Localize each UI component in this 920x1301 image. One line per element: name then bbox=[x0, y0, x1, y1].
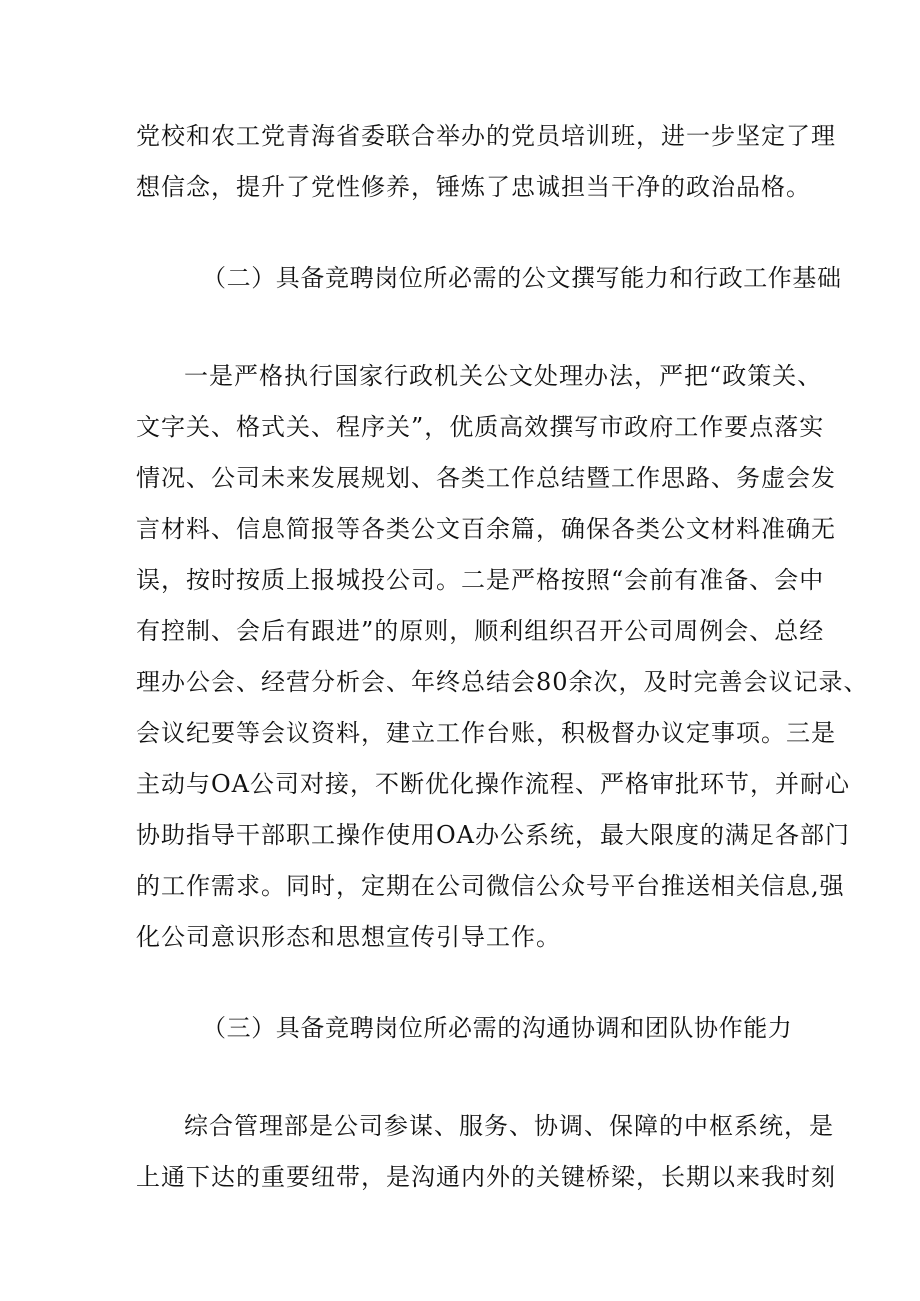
section-heading: （二）具备竞聘岗位所必需的公文撰写能力和行政工作基础 bbox=[202, 264, 842, 292]
paragraph-line: 会议纪要等会议资料，建立工作台账，积极督办议定事项。三是 bbox=[136, 719, 836, 747]
paragraph-line: 文字关、格式关、程序关”，优质高效撰写市政府工作要点落实 bbox=[136, 413, 825, 441]
paragraph-line: 有控制、会后有跟进”的原则，顺利组织召开公司周例会、总经 bbox=[136, 617, 825, 645]
paragraph-line: 想信念，提升了党性修养，锤炼了忠诚担当干净的政治品格。 bbox=[136, 173, 811, 201]
paragraph-line: 言材料、信息简报等各类公文百余篇，确保各类公文材料准确无 bbox=[136, 515, 836, 543]
section-heading: （三）具备竞聘岗位所必需的沟通协调和团队协作能力 bbox=[202, 1014, 793, 1042]
paragraph-line: 理办公会、经营分析会、年终总结会80余次，及时完善会议记录、 bbox=[136, 668, 869, 696]
paragraph-line: 主动与OA公司对接，不断优化操作流程、严格审批环节，并耐心 bbox=[136, 770, 851, 798]
paragraph-line: 一是严格执行国家行政机关公文处理办法，严把“政策关、 bbox=[184, 362, 823, 390]
paragraph-line: 情况、公司未来发展规划、各类工作总结暨工作思路、务虚会发 bbox=[136, 464, 836, 492]
paragraph-line: 综合管理部是公司参谋、服务、协调、保障的中枢系统，是 bbox=[184, 1112, 834, 1140]
paragraph-line: 上通下达的重要纽带，是沟通内外的关键桥梁，长期以来我时刻 bbox=[136, 1163, 836, 1191]
paragraph-line: 党校和农工党青海省委联合举办的党员培训班，进一步坚定了理 bbox=[136, 122, 836, 150]
paragraph-line: 的工作需求。同时，定期在公司微信公众号平台推送相关信息,强 bbox=[136, 872, 845, 900]
paragraph-line: 误，按时按质上报城投公司。二是严格按照“会前有准备、会中 bbox=[136, 566, 825, 594]
paragraph-line: 协助指导干部职工操作使用OA办公系统，最大限度的满足各部门 bbox=[136, 821, 851, 849]
paragraph-line: 化公司意识形态和思想宣传引导工作。 bbox=[136, 923, 561, 951]
